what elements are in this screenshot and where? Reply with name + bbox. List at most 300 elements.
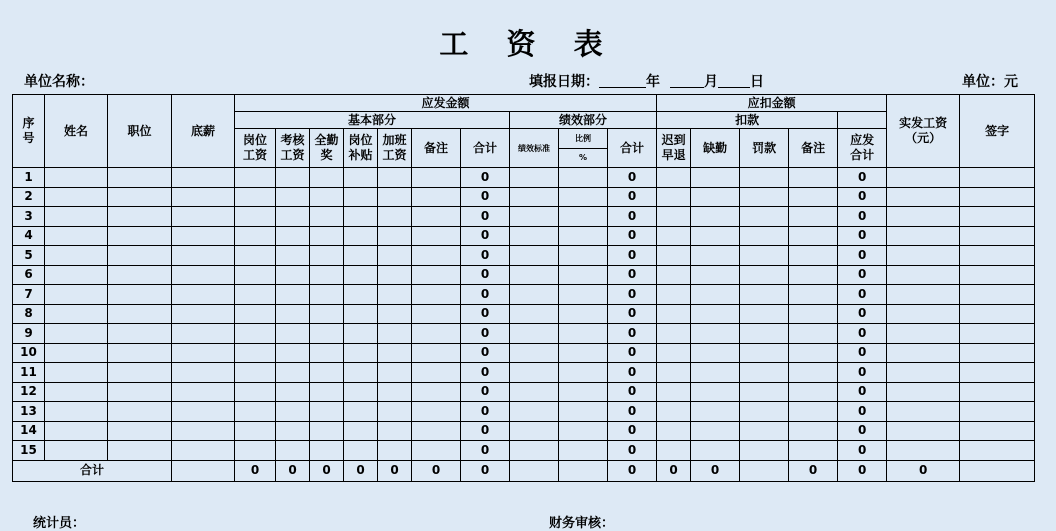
table-cell[interactable] — [510, 304, 559, 324]
table-cell[interactable] — [172, 187, 235, 207]
cell-sum2[interactable]: 0 — [608, 402, 657, 422]
cell-payable_total[interactable]: 0 — [838, 226, 887, 246]
table-cell[interactable] — [310, 246, 344, 266]
table-cell[interactable] — [235, 187, 276, 207]
table-cell[interactable] — [45, 421, 108, 441]
table-cell[interactable] — [740, 226, 789, 246]
table-cell[interactable] — [108, 285, 172, 305]
table-cell[interactable] — [45, 207, 108, 227]
cell-sum1[interactable]: 0 — [461, 324, 510, 344]
cell-sum1[interactable]: 0 — [461, 343, 510, 363]
table-cell[interactable] — [510, 226, 559, 246]
table-cell[interactable] — [344, 265, 378, 285]
cell-sum2[interactable]: 0 — [608, 343, 657, 363]
table-cell[interactable] — [510, 168, 559, 188]
table-cell[interactable] — [412, 246, 461, 266]
table-cell[interactable] — [789, 324, 838, 344]
table-cell[interactable] — [276, 285, 310, 305]
table-cell[interactable] — [691, 402, 740, 422]
table-cell[interactable] — [740, 402, 789, 422]
cell-payable_total[interactable]: 0 — [838, 343, 887, 363]
cell-sum1[interactable]: 0 — [461, 226, 510, 246]
table-cell[interactable] — [235, 441, 276, 461]
table-cell[interactable] — [235, 285, 276, 305]
table-cell[interactable] — [657, 187, 691, 207]
table-cell[interactable] — [45, 246, 108, 266]
table-cell[interactable] — [172, 226, 235, 246]
table-cell[interactable] — [559, 265, 608, 285]
table-cell[interactable] — [887, 402, 960, 422]
table-cell[interactable] — [276, 304, 310, 324]
table-cell[interactable] — [378, 421, 412, 441]
table-cell[interactable] — [412, 441, 461, 461]
cell-seq[interactable]: 12 — [13, 382, 45, 402]
table-cell[interactable] — [276, 246, 310, 266]
table-cell[interactable] — [657, 343, 691, 363]
cell-sum1[interactable]: 0 — [461, 441, 510, 461]
table-cell[interactable] — [310, 168, 344, 188]
table-cell[interactable] — [344, 304, 378, 324]
table-cell[interactable] — [276, 265, 310, 285]
table-cell[interactable] — [960, 246, 1035, 266]
table-cell[interactable] — [740, 265, 789, 285]
table-cell[interactable] — [108, 246, 172, 266]
table-cell[interactable] — [344, 246, 378, 266]
table-cell[interactable] — [657, 226, 691, 246]
table-cell[interactable] — [960, 324, 1035, 344]
table-cell[interactable] — [45, 285, 108, 305]
table-cell[interactable] — [344, 382, 378, 402]
table-cell[interactable] — [657, 324, 691, 344]
table-cell[interactable] — [960, 265, 1035, 285]
cell-sum1[interactable]: 0 — [461, 382, 510, 402]
table-cell[interactable] — [235, 421, 276, 441]
table-cell[interactable] — [789, 402, 838, 422]
table-cell[interactable] — [344, 207, 378, 227]
table-cell[interactable] — [691, 207, 740, 227]
table-cell[interactable] — [378, 363, 412, 383]
table-cell[interactable] — [691, 187, 740, 207]
table-cell[interactable] — [559, 304, 608, 324]
table-cell[interactable] — [412, 226, 461, 246]
table-cell[interactable] — [172, 363, 235, 383]
table-cell[interactable] — [344, 324, 378, 344]
table-cell[interactable] — [657, 441, 691, 461]
table-cell[interactable] — [378, 207, 412, 227]
cell-sum2[interactable]: 0 — [608, 324, 657, 344]
table-cell[interactable] — [235, 265, 276, 285]
table-cell[interactable] — [740, 441, 789, 461]
table-cell[interactable] — [310, 187, 344, 207]
table-cell[interactable] — [276, 421, 310, 441]
table-cell[interactable] — [559, 402, 608, 422]
cell-payable_total[interactable]: 0 — [838, 304, 887, 324]
table-cell[interactable] — [412, 402, 461, 422]
table-cell[interactable] — [887, 246, 960, 266]
table-cell[interactable] — [172, 324, 235, 344]
table-cell[interactable] — [691, 285, 740, 305]
table-cell[interactable] — [310, 421, 344, 441]
cell-sum1[interactable]: 0 — [461, 168, 510, 188]
cell-payable_total[interactable]: 0 — [838, 402, 887, 422]
table-cell[interactable] — [789, 382, 838, 402]
cell-payable_total[interactable]: 0 — [838, 168, 887, 188]
table-cell[interactable] — [378, 382, 412, 402]
table-cell[interactable] — [310, 363, 344, 383]
table-cell[interactable] — [310, 402, 344, 422]
cell-payable_total[interactable]: 0 — [838, 441, 887, 461]
cell-sum1[interactable]: 0 — [461, 285, 510, 305]
table-cell[interactable] — [657, 304, 691, 324]
table-cell[interactable] — [235, 168, 276, 188]
cell-payable_total[interactable]: 0 — [838, 324, 887, 344]
cell-sum2[interactable]: 0 — [608, 226, 657, 246]
table-cell[interactable] — [960, 343, 1035, 363]
table-cell[interactable] — [172, 285, 235, 305]
table-cell[interactable] — [960, 363, 1035, 383]
table-cell[interactable] — [172, 421, 235, 441]
table-cell[interactable] — [559, 421, 608, 441]
cell-sum1[interactable]: 0 — [461, 265, 510, 285]
table-cell[interactable] — [887, 207, 960, 227]
table-cell[interactable] — [887, 324, 960, 344]
cell-seq[interactable]: 9 — [13, 324, 45, 344]
table-cell[interactable] — [657, 285, 691, 305]
table-cell[interactable] — [510, 363, 559, 383]
table-cell[interactable] — [45, 324, 108, 344]
table-cell[interactable] — [691, 343, 740, 363]
table-cell[interactable] — [108, 363, 172, 383]
table-cell[interactable] — [378, 324, 412, 344]
table-cell[interactable] — [691, 382, 740, 402]
cell-sum1[interactable]: 0 — [461, 207, 510, 227]
table-cell[interactable] — [510, 324, 559, 344]
cell-payable_total[interactable]: 0 — [838, 265, 887, 285]
table-cell[interactable] — [276, 187, 310, 207]
table-cell[interactable] — [378, 168, 412, 188]
table-cell[interactable] — [691, 363, 740, 383]
table-cell[interactable] — [887, 168, 960, 188]
table-cell[interactable] — [108, 304, 172, 324]
cell-sum2[interactable]: 0 — [608, 421, 657, 441]
table-cell[interactable] — [344, 226, 378, 246]
table-cell[interactable] — [960, 304, 1035, 324]
table-cell[interactable] — [510, 382, 559, 402]
cell-seq[interactable]: 1 — [13, 168, 45, 188]
table-cell[interactable] — [887, 226, 960, 246]
table-cell[interactable] — [691, 265, 740, 285]
table-cell[interactable] — [412, 382, 461, 402]
table-cell[interactable] — [789, 421, 838, 441]
table-cell[interactable] — [559, 363, 608, 383]
table-cell[interactable] — [378, 265, 412, 285]
table-cell[interactable] — [691, 421, 740, 441]
table-cell[interactable] — [310, 324, 344, 344]
table-cell[interactable] — [510, 421, 559, 441]
table-cell[interactable] — [344, 285, 378, 305]
table-cell[interactable] — [344, 402, 378, 422]
table-cell[interactable] — [378, 246, 412, 266]
cell-sum1[interactable]: 0 — [461, 187, 510, 207]
table-cell[interactable] — [45, 343, 108, 363]
table-cell[interactable] — [108, 265, 172, 285]
table-cell[interactable] — [108, 187, 172, 207]
table-cell[interactable] — [276, 382, 310, 402]
table-cell[interactable] — [559, 441, 608, 461]
table-cell[interactable] — [378, 304, 412, 324]
table-cell[interactable] — [108, 324, 172, 344]
table-cell[interactable] — [960, 207, 1035, 227]
table-cell[interactable] — [740, 382, 789, 402]
table-cell[interactable] — [510, 402, 559, 422]
cell-seq[interactable]: 3 — [13, 207, 45, 227]
table-cell[interactable] — [559, 324, 608, 344]
table-cell[interactable] — [887, 363, 960, 383]
table-cell[interactable] — [45, 187, 108, 207]
table-cell[interactable] — [510, 187, 559, 207]
table-cell[interactable] — [412, 363, 461, 383]
cell-sum2[interactable]: 0 — [608, 382, 657, 402]
table-cell[interactable] — [276, 402, 310, 422]
table-cell[interactable] — [172, 402, 235, 422]
table-cell[interactable] — [740, 343, 789, 363]
table-cell[interactable] — [412, 168, 461, 188]
table-cell[interactable] — [657, 421, 691, 441]
table-cell[interactable] — [510, 285, 559, 305]
cell-sum1[interactable]: 0 — [461, 421, 510, 441]
table-cell[interactable] — [657, 363, 691, 383]
table-cell[interactable] — [740, 207, 789, 227]
table-cell[interactable] — [45, 168, 108, 188]
cell-seq[interactable]: 13 — [13, 402, 45, 422]
table-cell[interactable] — [789, 246, 838, 266]
table-cell[interactable] — [691, 226, 740, 246]
table-cell[interactable] — [310, 304, 344, 324]
cell-seq[interactable]: 6 — [13, 265, 45, 285]
table-cell[interactable] — [510, 246, 559, 266]
table-cell[interactable] — [344, 421, 378, 441]
cell-sum2[interactable]: 0 — [608, 187, 657, 207]
table-cell[interactable] — [108, 168, 172, 188]
table-cell[interactable] — [887, 187, 960, 207]
table-cell[interactable] — [740, 246, 789, 266]
table-cell[interactable] — [378, 402, 412, 422]
table-cell[interactable] — [789, 343, 838, 363]
table-cell[interactable] — [559, 187, 608, 207]
table-cell[interactable] — [657, 402, 691, 422]
table-cell[interactable] — [510, 441, 559, 461]
table-cell[interactable] — [45, 304, 108, 324]
table-cell[interactable] — [789, 207, 838, 227]
cell-payable_total[interactable]: 0 — [838, 285, 887, 305]
table-cell[interactable] — [412, 207, 461, 227]
cell-seq[interactable]: 15 — [13, 441, 45, 461]
table-cell[interactable] — [740, 187, 789, 207]
table-cell[interactable] — [960, 285, 1035, 305]
cell-sum2[interactable]: 0 — [608, 441, 657, 461]
table-cell[interactable] — [887, 382, 960, 402]
table-cell[interactable] — [378, 187, 412, 207]
cell-sum1[interactable]: 0 — [461, 246, 510, 266]
table-cell[interactable] — [691, 246, 740, 266]
cell-payable_total[interactable]: 0 — [838, 363, 887, 383]
table-cell[interactable] — [559, 343, 608, 363]
cell-sum1[interactable]: 0 — [461, 304, 510, 324]
table-cell[interactable] — [887, 343, 960, 363]
table-cell[interactable] — [344, 343, 378, 363]
table-cell[interactable] — [960, 441, 1035, 461]
table-cell[interactable] — [276, 226, 310, 246]
cell-sum2[interactable]: 0 — [608, 168, 657, 188]
table-cell[interactable] — [789, 168, 838, 188]
cell-seq[interactable]: 14 — [13, 421, 45, 441]
table-cell[interactable] — [235, 304, 276, 324]
table-cell[interactable] — [657, 246, 691, 266]
table-cell[interactable] — [172, 265, 235, 285]
table-cell[interactable] — [510, 343, 559, 363]
table-cell[interactable] — [45, 226, 108, 246]
table-cell[interactable] — [510, 207, 559, 227]
table-cell[interactable] — [960, 382, 1035, 402]
table-cell[interactable] — [108, 382, 172, 402]
table-cell[interactable] — [172, 304, 235, 324]
table-cell[interactable] — [276, 324, 310, 344]
table-cell[interactable] — [789, 285, 838, 305]
table-cell[interactable] — [235, 382, 276, 402]
table-cell[interactable] — [412, 324, 461, 344]
table-cell[interactable] — [412, 421, 461, 441]
cell-sum1[interactable]: 0 — [461, 402, 510, 422]
table-cell[interactable] — [108, 421, 172, 441]
table-cell[interactable] — [691, 441, 740, 461]
cell-sum1[interactable]: 0 — [461, 363, 510, 383]
table-cell[interactable] — [789, 226, 838, 246]
table-cell[interactable] — [559, 382, 608, 402]
table-cell[interactable] — [310, 265, 344, 285]
table-cell[interactable] — [378, 285, 412, 305]
table-cell[interactable] — [412, 285, 461, 305]
table-cell[interactable] — [559, 226, 608, 246]
cell-sum2[interactable]: 0 — [608, 363, 657, 383]
table-cell[interactable] — [691, 304, 740, 324]
table-cell[interactable] — [276, 363, 310, 383]
table-cell[interactable] — [740, 421, 789, 441]
table-cell[interactable] — [412, 265, 461, 285]
cell-seq[interactable]: 11 — [13, 363, 45, 383]
cell-seq[interactable]: 4 — [13, 226, 45, 246]
table-cell[interactable] — [108, 343, 172, 363]
table-cell[interactable] — [657, 168, 691, 188]
table-cell[interactable] — [510, 265, 559, 285]
table-cell[interactable] — [559, 285, 608, 305]
table-cell[interactable] — [559, 168, 608, 188]
table-cell[interactable] — [235, 226, 276, 246]
cell-seq[interactable]: 10 — [13, 343, 45, 363]
table-cell[interactable] — [887, 285, 960, 305]
table-cell[interactable] — [45, 382, 108, 402]
table-cell[interactable] — [235, 402, 276, 422]
table-cell[interactable] — [378, 441, 412, 461]
table-cell[interactable] — [310, 441, 344, 461]
table-cell[interactable] — [887, 421, 960, 441]
table-cell[interactable] — [691, 168, 740, 188]
table-cell[interactable] — [45, 363, 108, 383]
table-cell[interactable] — [310, 343, 344, 363]
table-cell[interactable] — [657, 207, 691, 227]
table-cell[interactable] — [378, 226, 412, 246]
table-cell[interactable] — [691, 324, 740, 344]
table-cell[interactable] — [960, 187, 1035, 207]
cell-payable_total[interactable]: 0 — [838, 382, 887, 402]
table-cell[interactable] — [412, 187, 461, 207]
cell-sum2[interactable]: 0 — [608, 207, 657, 227]
table-cell[interactable] — [740, 363, 789, 383]
table-cell[interactable] — [344, 363, 378, 383]
cell-payable_total[interactable]: 0 — [838, 187, 887, 207]
table-cell[interactable] — [412, 304, 461, 324]
table-cell[interactable] — [740, 324, 789, 344]
table-cell[interactable] — [344, 187, 378, 207]
table-cell[interactable] — [412, 343, 461, 363]
table-cell[interactable] — [45, 402, 108, 422]
table-cell[interactable] — [559, 207, 608, 227]
table-cell[interactable] — [960, 226, 1035, 246]
table-cell[interactable] — [657, 382, 691, 402]
cell-payable_total[interactable]: 0 — [838, 421, 887, 441]
table-cell[interactable] — [235, 207, 276, 227]
table-cell[interactable] — [276, 441, 310, 461]
table-cell[interactable] — [172, 246, 235, 266]
table-cell[interactable] — [960, 168, 1035, 188]
table-cell[interactable] — [789, 363, 838, 383]
cell-sum2[interactable]: 0 — [608, 246, 657, 266]
table-cell[interactable] — [172, 441, 235, 461]
table-cell[interactable] — [310, 382, 344, 402]
table-cell[interactable] — [344, 441, 378, 461]
table-cell[interactable] — [45, 265, 108, 285]
table-cell[interactable] — [310, 226, 344, 246]
table-cell[interactable] — [108, 441, 172, 461]
cell-sum2[interactable]: 0 — [608, 304, 657, 324]
cell-seq[interactable]: 8 — [13, 304, 45, 324]
table-cell[interactable] — [172, 382, 235, 402]
table-cell[interactable] — [310, 207, 344, 227]
table-cell[interactable] — [789, 187, 838, 207]
table-cell[interactable] — [276, 207, 310, 227]
table-cell[interactable] — [108, 402, 172, 422]
table-cell[interactable] — [172, 343, 235, 363]
table-cell[interactable] — [172, 168, 235, 188]
cell-payable_total[interactable]: 0 — [838, 207, 887, 227]
cell-sum2[interactable]: 0 — [608, 265, 657, 285]
table-cell[interactable] — [45, 441, 108, 461]
cell-sum2[interactable]: 0 — [608, 285, 657, 305]
table-cell[interactable] — [276, 168, 310, 188]
table-cell[interactable] — [960, 402, 1035, 422]
table-cell[interactable] — [887, 304, 960, 324]
cell-seq[interactable]: 7 — [13, 285, 45, 305]
table-cell[interactable] — [887, 265, 960, 285]
table-cell[interactable] — [657, 265, 691, 285]
table-cell[interactable] — [740, 304, 789, 324]
cell-seq[interactable]: 5 — [13, 246, 45, 266]
table-cell[interactable] — [172, 207, 235, 227]
cell-payable_total[interactable]: 0 — [838, 246, 887, 266]
table-cell[interactable] — [108, 226, 172, 246]
table-cell[interactable] — [235, 343, 276, 363]
table-cell[interactable] — [235, 324, 276, 344]
table-cell[interactable] — [310, 285, 344, 305]
